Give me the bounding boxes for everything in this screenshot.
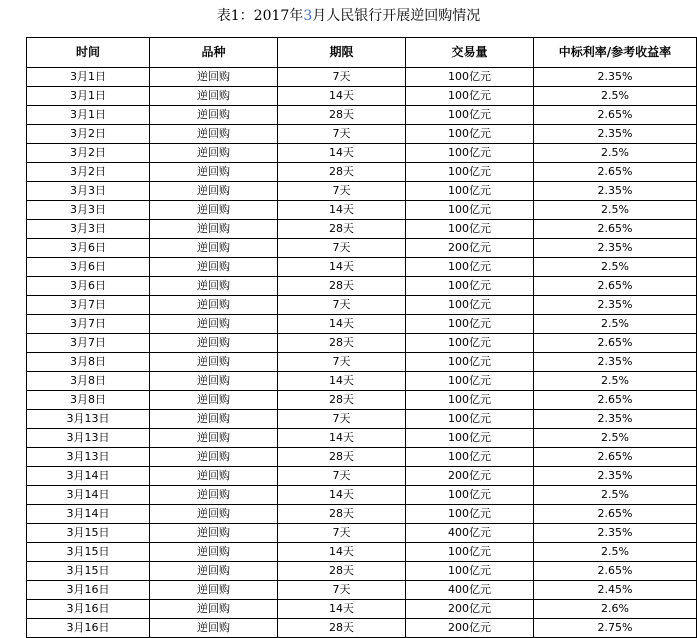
table-row xyxy=(27,524,697,543)
cell-volume: 100亿元 xyxy=(406,258,534,277)
cell-volume: 400亿元 xyxy=(406,524,534,543)
table-row xyxy=(27,562,697,581)
cell-term: 14天 xyxy=(278,315,406,334)
cell-rate: 2.75% xyxy=(534,619,697,638)
cell-term: 14天 xyxy=(278,144,406,163)
cell-date: 3月1日 xyxy=(27,106,150,125)
cell-date: 3月6日 xyxy=(27,258,150,277)
cell-rate: 2.65% xyxy=(534,106,697,125)
cell-term: 28天 xyxy=(278,448,406,467)
table-title-highlight: 3 xyxy=(303,8,313,24)
cell-volume: 100亿元 xyxy=(406,543,534,562)
table-row xyxy=(27,220,697,239)
cell-term: 28天 xyxy=(278,334,406,353)
cell-date: 3月7日 xyxy=(27,296,150,315)
cell-date: 3月3日 xyxy=(27,182,150,201)
cell-volume: 100亿元 xyxy=(406,505,534,524)
cell-type: 逆回购 xyxy=(150,182,278,201)
cell-volume: 200亿元 xyxy=(406,467,534,486)
cell-date: 3月16日 xyxy=(27,581,150,600)
table-header xyxy=(27,38,697,68)
cell-date: 3月13日 xyxy=(27,448,150,467)
cell-volume: 100亿元 xyxy=(406,125,534,144)
cell-date: 3月15日 xyxy=(27,524,150,543)
cell-volume: 100亿元 xyxy=(406,429,534,448)
cell-type: 逆回购 xyxy=(150,239,278,258)
cell-date: 3月16日 xyxy=(27,619,150,638)
cell-term: 14天 xyxy=(278,486,406,505)
cell-date: 3月13日 xyxy=(27,429,150,448)
cell-type: 逆回购 xyxy=(150,296,278,315)
cell-volume: 200亿元 xyxy=(406,619,534,638)
table-row xyxy=(27,486,697,505)
header-rate: 中标利率/参考收益率 xyxy=(534,38,697,68)
cell-type: 逆回购 xyxy=(150,581,278,600)
cell-rate: 2.65% xyxy=(534,334,697,353)
cell-rate: 2.35% xyxy=(534,125,697,144)
table-row xyxy=(27,619,697,638)
cell-rate: 2.35% xyxy=(534,296,697,315)
cell-type: 逆回购 xyxy=(150,68,278,87)
cell-date: 3月2日 xyxy=(27,125,150,144)
cell-volume: 100亿元 xyxy=(406,372,534,391)
header-date: 时间 xyxy=(27,38,150,68)
table-row xyxy=(27,277,697,296)
cell-rate: 2.45% xyxy=(534,581,697,600)
cell-volume: 100亿元 xyxy=(406,391,534,410)
cell-rate: 2.65% xyxy=(534,277,697,296)
cell-date: 3月1日 xyxy=(27,87,150,106)
cell-rate: 2.35% xyxy=(534,353,697,372)
cell-type: 逆回购 xyxy=(150,619,278,638)
table-row xyxy=(27,334,697,353)
cell-volume: 100亿元 xyxy=(406,68,534,87)
cell-rate: 2.35% xyxy=(534,524,697,543)
cell-type: 逆回购 xyxy=(150,201,278,220)
cell-rate: 2.35% xyxy=(534,410,697,429)
cell-type: 逆回购 xyxy=(150,125,278,144)
table-row xyxy=(27,68,697,87)
table-row xyxy=(27,258,697,277)
cell-date: 3月16日 xyxy=(27,600,150,619)
cell-volume: 100亿元 xyxy=(406,277,534,296)
table-row xyxy=(27,429,697,448)
cell-volume: 100亿元 xyxy=(406,410,534,429)
cell-rate: 2.65% xyxy=(534,562,697,581)
cell-type: 逆回购 xyxy=(150,163,278,182)
table-title-prefix: 表1：2017年 xyxy=(216,8,304,24)
cell-date: 3月8日 xyxy=(27,391,150,410)
cell-term: 7天 xyxy=(278,581,406,600)
cell-term: 7天 xyxy=(278,524,406,543)
table-row xyxy=(27,87,697,106)
cell-date: 3月2日 xyxy=(27,163,150,182)
cell-rate: 2.5% xyxy=(534,201,697,220)
cell-term: 28天 xyxy=(278,562,406,581)
cell-volume: 100亿元 xyxy=(406,163,534,182)
cell-rate: 2.5% xyxy=(534,486,697,505)
cell-volume: 200亿元 xyxy=(406,239,534,258)
table-body xyxy=(27,68,697,638)
cell-rate: 2.65% xyxy=(534,220,697,239)
cell-date: 3月14日 xyxy=(27,505,150,524)
cell-type: 逆回购 xyxy=(150,315,278,334)
cell-type: 逆回购 xyxy=(150,448,278,467)
table-row xyxy=(27,410,697,429)
cell-term: 28天 xyxy=(278,277,406,296)
cell-type: 逆回购 xyxy=(150,334,278,353)
cell-term: 28天 xyxy=(278,505,406,524)
table-title-suffix: 月人民银行开展逆回购情况 xyxy=(312,8,481,24)
cell-term: 28天 xyxy=(278,163,406,182)
cell-rate: 2.35% xyxy=(534,68,697,87)
table-row xyxy=(27,505,697,524)
header-volume: 交易量 xyxy=(406,38,534,68)
cell-date: 3月14日 xyxy=(27,486,150,505)
table-row xyxy=(27,543,697,562)
cell-date: 3月13日 xyxy=(27,410,150,429)
cell-type: 逆回购 xyxy=(150,600,278,619)
cell-date: 3月3日 xyxy=(27,201,150,220)
cell-rate: 2.65% xyxy=(534,163,697,182)
cell-type: 逆回购 xyxy=(150,562,278,581)
cell-volume: 100亿元 xyxy=(406,486,534,505)
cell-date: 3月8日 xyxy=(27,372,150,391)
cell-term: 14天 xyxy=(278,201,406,220)
cell-date: 3月15日 xyxy=(27,562,150,581)
cell-rate: 2.5% xyxy=(534,87,697,106)
cell-rate: 2.5% xyxy=(534,315,697,334)
cell-date: 3月8日 xyxy=(27,353,150,372)
cell-rate: 2.5% xyxy=(534,372,697,391)
cell-term: 14天 xyxy=(278,600,406,619)
cell-rate: 2.35% xyxy=(534,182,697,201)
table-row xyxy=(27,315,697,334)
cell-rate: 2.35% xyxy=(534,467,697,486)
cell-type: 逆回购 xyxy=(150,277,278,296)
table-row xyxy=(27,372,697,391)
cell-date: 3月7日 xyxy=(27,334,150,353)
cell-rate: 2.5% xyxy=(534,144,697,163)
cell-type: 逆回购 xyxy=(150,505,278,524)
cell-volume: 100亿元 xyxy=(406,315,534,334)
cell-rate: 2.5% xyxy=(534,543,697,562)
table-row xyxy=(27,239,697,258)
table-row xyxy=(27,144,697,163)
cell-volume: 100亿元 xyxy=(406,106,534,125)
table-row xyxy=(27,163,697,182)
reverse-repo-table xyxy=(26,37,697,638)
cell-term: 14天 xyxy=(278,372,406,391)
cell-term: 7天 xyxy=(278,125,406,144)
cell-type: 逆回购 xyxy=(150,372,278,391)
cell-rate: 2.5% xyxy=(534,258,697,277)
cell-date: 3月1日 xyxy=(27,68,150,87)
cell-volume: 400亿元 xyxy=(406,581,534,600)
table-row xyxy=(27,201,697,220)
cell-term: 7天 xyxy=(278,182,406,201)
cell-volume: 100亿元 xyxy=(406,353,534,372)
cell-term: 7天 xyxy=(278,353,406,372)
cell-rate: 2.65% xyxy=(534,391,697,410)
cell-rate: 2.65% xyxy=(534,448,697,467)
cell-volume: 100亿元 xyxy=(406,562,534,581)
cell-type: 逆回购 xyxy=(150,486,278,505)
cell-date: 3月6日 xyxy=(27,239,150,258)
cell-term: 28天 xyxy=(278,106,406,125)
cell-type: 逆回购 xyxy=(150,220,278,239)
cell-type: 逆回购 xyxy=(150,144,278,163)
cell-date: 3月3日 xyxy=(27,220,150,239)
cell-volume: 100亿元 xyxy=(406,87,534,106)
cell-date: 3月7日 xyxy=(27,315,150,334)
table-row xyxy=(27,182,697,201)
cell-term: 7天 xyxy=(278,239,406,258)
cell-term: 28天 xyxy=(278,391,406,410)
cell-volume: 100亿元 xyxy=(406,144,534,163)
cell-type: 逆回购 xyxy=(150,87,278,106)
cell-term: 14天 xyxy=(278,87,406,106)
cell-volume: 100亿元 xyxy=(406,334,534,353)
table-row xyxy=(27,448,697,467)
table-row xyxy=(27,391,697,410)
cell-term: 7天 xyxy=(278,467,406,486)
cell-volume: 100亿元 xyxy=(406,182,534,201)
cell-date: 3月15日 xyxy=(27,543,150,562)
cell-volume: 200亿元 xyxy=(406,600,534,619)
cell-date: 3月6日 xyxy=(27,277,150,296)
table-title xyxy=(0,6,697,26)
cell-term: 14天 xyxy=(278,543,406,562)
cell-term: 28天 xyxy=(278,220,406,239)
cell-volume: 100亿元 xyxy=(406,201,534,220)
cell-volume: 100亿元 xyxy=(406,448,534,467)
table-row xyxy=(27,296,697,315)
table-row xyxy=(27,467,697,486)
cell-term: 7天 xyxy=(278,410,406,429)
cell-type: 逆回购 xyxy=(150,543,278,562)
cell-type: 逆回购 xyxy=(150,429,278,448)
cell-term: 14天 xyxy=(278,258,406,277)
table-row xyxy=(27,581,697,600)
cell-date: 3月14日 xyxy=(27,467,150,486)
cell-type: 逆回购 xyxy=(150,410,278,429)
header-row xyxy=(27,38,697,68)
cell-term: 14天 xyxy=(278,429,406,448)
cell-type: 逆回购 xyxy=(150,258,278,277)
cell-type: 逆回购 xyxy=(150,353,278,372)
header-type: 品种 xyxy=(150,38,278,68)
cell-volume: 100亿元 xyxy=(406,220,534,239)
cell-term: 7天 xyxy=(278,296,406,315)
cell-volume: 100亿元 xyxy=(406,296,534,315)
cell-type: 逆回购 xyxy=(150,391,278,410)
cell-term: 7天 xyxy=(278,68,406,87)
table-row xyxy=(27,353,697,372)
cell-rate: 2.65% xyxy=(534,505,697,524)
table-row xyxy=(27,106,697,125)
cell-type: 逆回购 xyxy=(150,106,278,125)
cell-date: 3月2日 xyxy=(27,144,150,163)
cell-type: 逆回购 xyxy=(150,524,278,543)
cell-rate: 2.6% xyxy=(534,600,697,619)
cell-rate: 2.5% xyxy=(534,429,697,448)
cell-rate: 2.35% xyxy=(534,239,697,258)
table-row xyxy=(27,125,697,144)
cell-term: 28天 xyxy=(278,619,406,638)
table-row xyxy=(27,600,697,619)
header-term: 期限 xyxy=(278,38,406,68)
cell-type: 逆回购 xyxy=(150,467,278,486)
